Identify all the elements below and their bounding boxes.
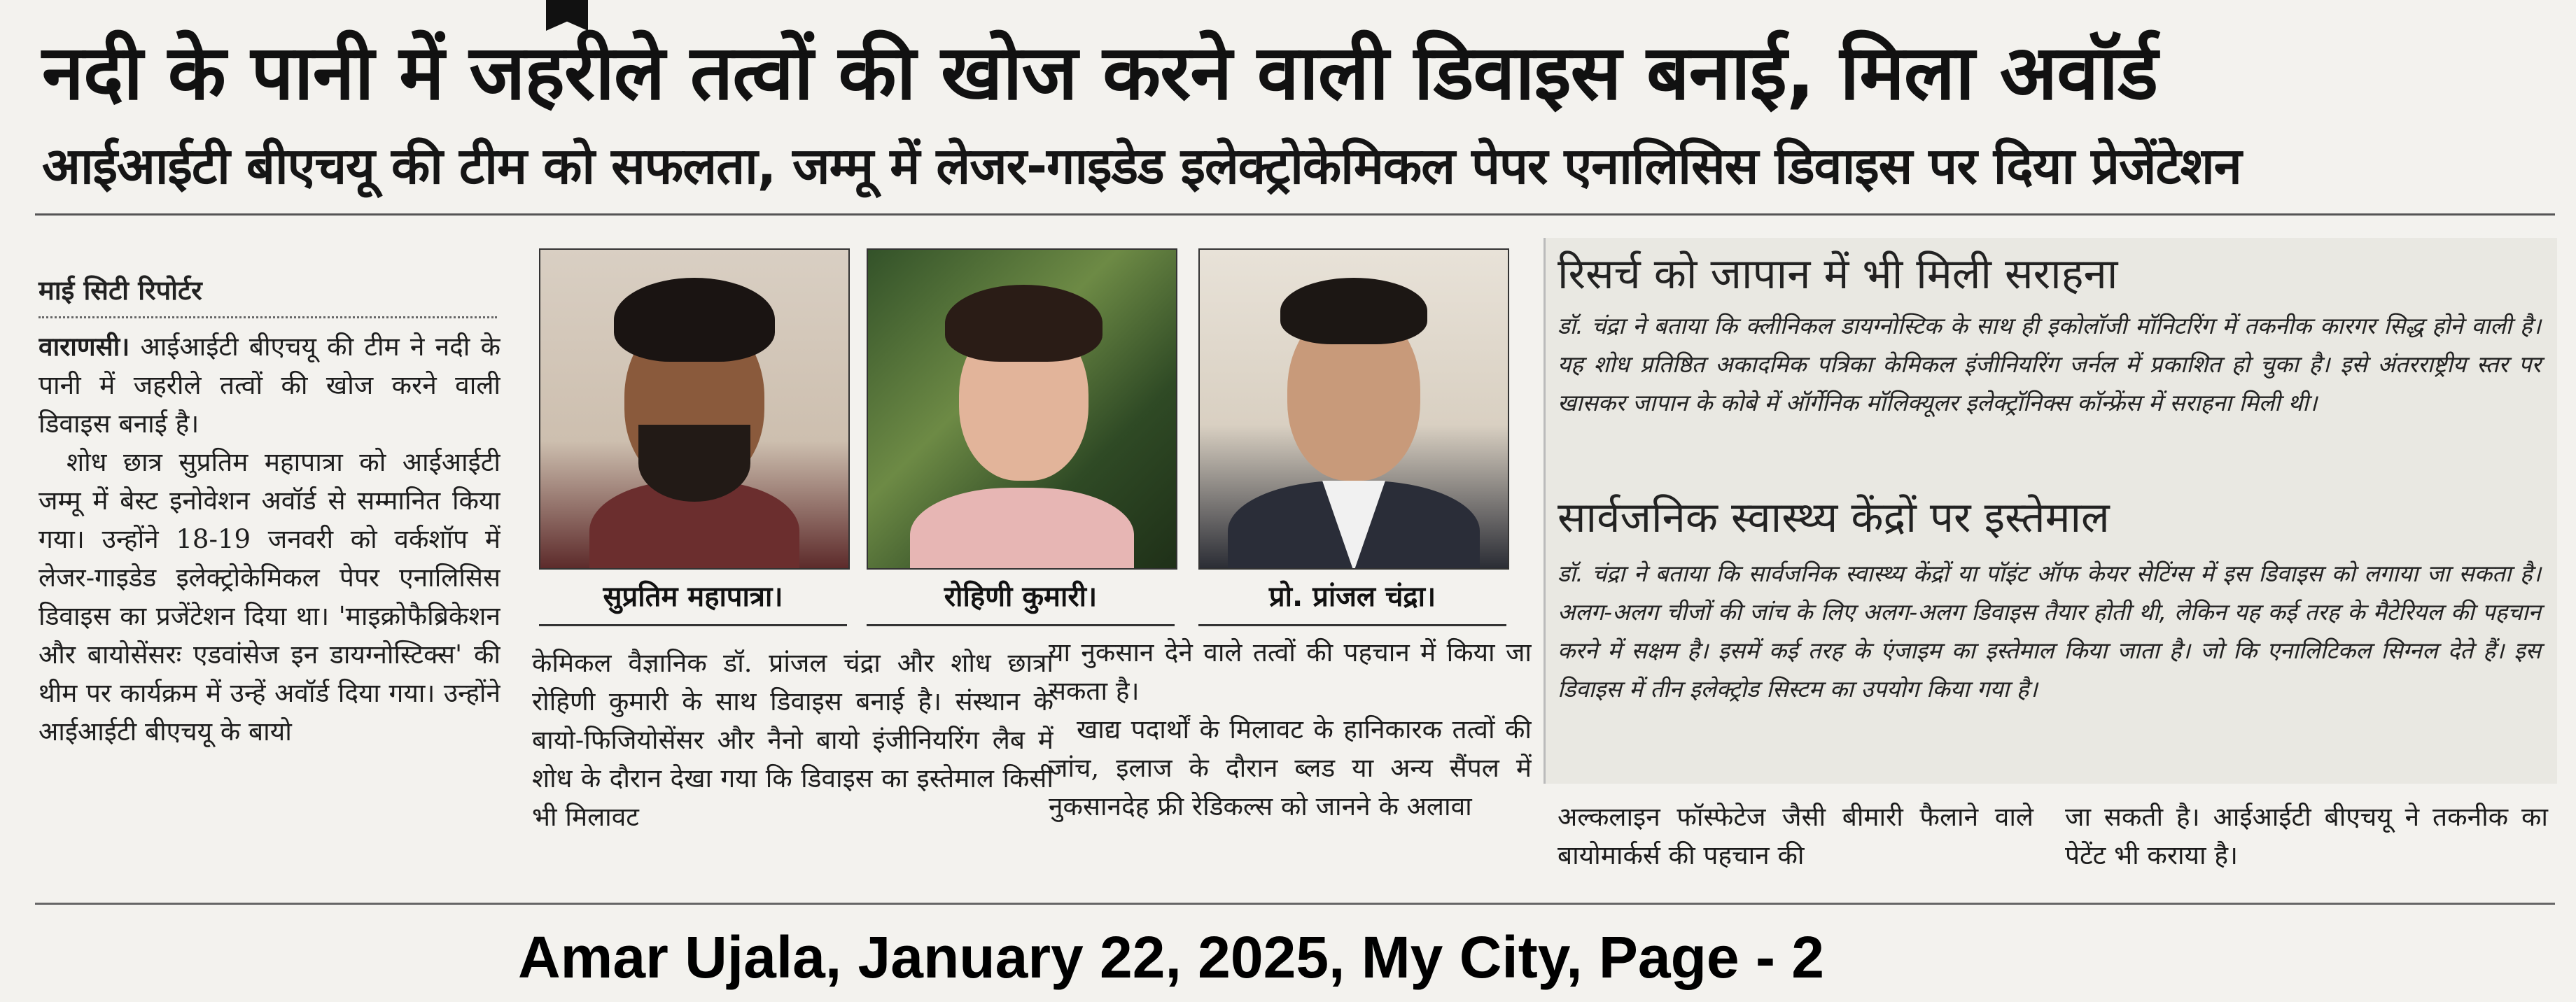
photo-supratim (539, 248, 850, 570)
caption-divider (1198, 624, 1506, 626)
caption-divider (867, 624, 1175, 626)
article-paragraph: केमिकल वैज्ञानिक डॉ. प्रांजल चंद्रा और शोध छात्रा रोहिणी कुमारी के साथ डिवाइस बनाई है। संस्थान के बायो-फिजियोसेंसर और नैनो बायो इंजीनियरिंग लैब में शोध के दौरान देखा गया कि डिवाइस का इस्तेमाल किसी भी मिलावट (532, 648, 1054, 832)
photo-caption: सुप्रतिम महापात्रा। (603, 581, 783, 613)
article-column-5: जा सकती है। आईआईटी बीएचयू ने तकनीक का पेटेंट भी कराया है। (2065, 802, 2548, 870)
box-paragraph: डॉ. चंद्रा ने बताया कि सार्वजनिक स्वास्थ्य केंद्रों या पॉइंट ऑफ केयर सेटिंग्स में इस डिवाइस को लगाया जा सकता है। अलग-अलग चीजों की जांच के लिए अलग-अलग डिवाइस तैयार होती थी, लेकिन यह कई तरह के मैटेरियल की पहचान करने में सक्षम है। इसमें कई तरह के एंजाइम का इस्तेमाल किया जाता है। जो कि एनालिटिकल सिग्नल देते हैं। इस डिवाइस में तीन इलेक्ट्रोड सिस्टम का उपयोग किया गया है। (1558, 560, 2541, 703)
divider (35, 213, 2555, 216)
source-footer: Amar Ujala, January 22, 2025, My City, Page - 2 (518, 924, 1825, 990)
byline-divider (38, 316, 497, 320)
headline: नदी के पानी में जहरीले तत्वों की खोज करने वाली डिवाइस बनाई, मिला अवॉर्ड (42, 29, 2158, 117)
subheadline: आईआईटी बीएचयू की टीम को सफलता, जम्मू में लेजर-गाइडेड इलेक्ट्रोकेमिकल पेपर एनालिसिस डिवाइस पर दिया प्रेजेंटेशन (42, 136, 2241, 195)
article-column-2 (532, 644, 1054, 945)
article-column-1 (38, 327, 500, 943)
article-paragraph: शोध छात्र सुप्रतिम महापात्रा को आईआईटी जम्मू में बेस्ट इनोवेशन अवॉर्ड से सम्मानित किया गया। उन्होंने 18-19 जनवरी को वर्कशॉप में लेजर-गाइडेड इलेक्ट्रोकेमिकल पेपर एनालिसिस डिवाइस का प्रजेंटेशन दिया था। 'माइक्रोफैब्रिकेशन और बायोसेंसरः एडवांसेज इन डायग्नोस्टिक्स' की थीम पर कार्यक्रम में उन्हें अवॉर्ड दिया गया। उन्होंने आईआईटी बीएचयू के बायो (38, 447, 500, 747)
photo-caption: रोहिणी कुमारी। (944, 581, 1098, 613)
box-paragraph: डॉ. चंद्रा ने बताया कि क्लीनिकल डायग्नोस्टिक के साथ ही इकोलॉजी मॉनिटरिंग में तकनीक कारगर सिद्ध होने वाली है। यह शोध प्रतिष्ठित अकादमिक पत्रिका केमिकल इंजीनियरिंग जर्नल में प्रकाशित हो चुका है। इसे अंतरराष्ट्रीय स्तर पर खासकर जापान के कोबे में ऑर्गेनिक मॉलिक्यूलर इलेक्ट्रॉनिक्स कॉन्फ्रेंस में सराहना मिली थी। (1558, 312, 2541, 416)
lead-paragraph: आईआईटी बीएचयू की टीम ने नदी के पानी में जहरीले तत्वों की खोज करने वाली डिवाइस बनाई है। (38, 332, 500, 439)
box-heading-japan: रिसर्च को जापान में भी मिली सराहना (1558, 250, 2118, 299)
caption-divider (539, 624, 847, 626)
article-paragraph: खाद्य पदार्थों के मिलावट के हानिकारक तत्वों की जांच, इलाज के दौरान ब्लड या अन्य सैंपल में नुकसानदेह फ्री रेडिकल्स को जानने के अलावा (1049, 714, 1532, 821)
photo-pranjal (1198, 248, 1509, 570)
article-paragraph: या नुकसान देने वाले तत्वों की पहचान में किया जा सकता है। (1049, 637, 1532, 706)
photo-caption: प्रो. प्रांजल चंद्रा। (1268, 581, 1436, 613)
box-heading-public-health: सार्वजनिक स्वास्थ्य केंद्रों पर इस्तेमाल (1558, 493, 2110, 542)
article-column-3 (1049, 633, 1532, 945)
article-column-4: अल्कलाइन फॉस्फेटेज जैसी बीमारी फैलाने वाले बायोमार्कर्स की पहचान की (1558, 802, 2033, 870)
photo-rohini (867, 248, 1177, 570)
byline: माई सिटी रिपोर्टर (38, 275, 202, 306)
divider (35, 903, 2555, 905)
dateline: वाराणसी। (38, 331, 130, 362)
clip-mark (546, 0, 588, 31)
